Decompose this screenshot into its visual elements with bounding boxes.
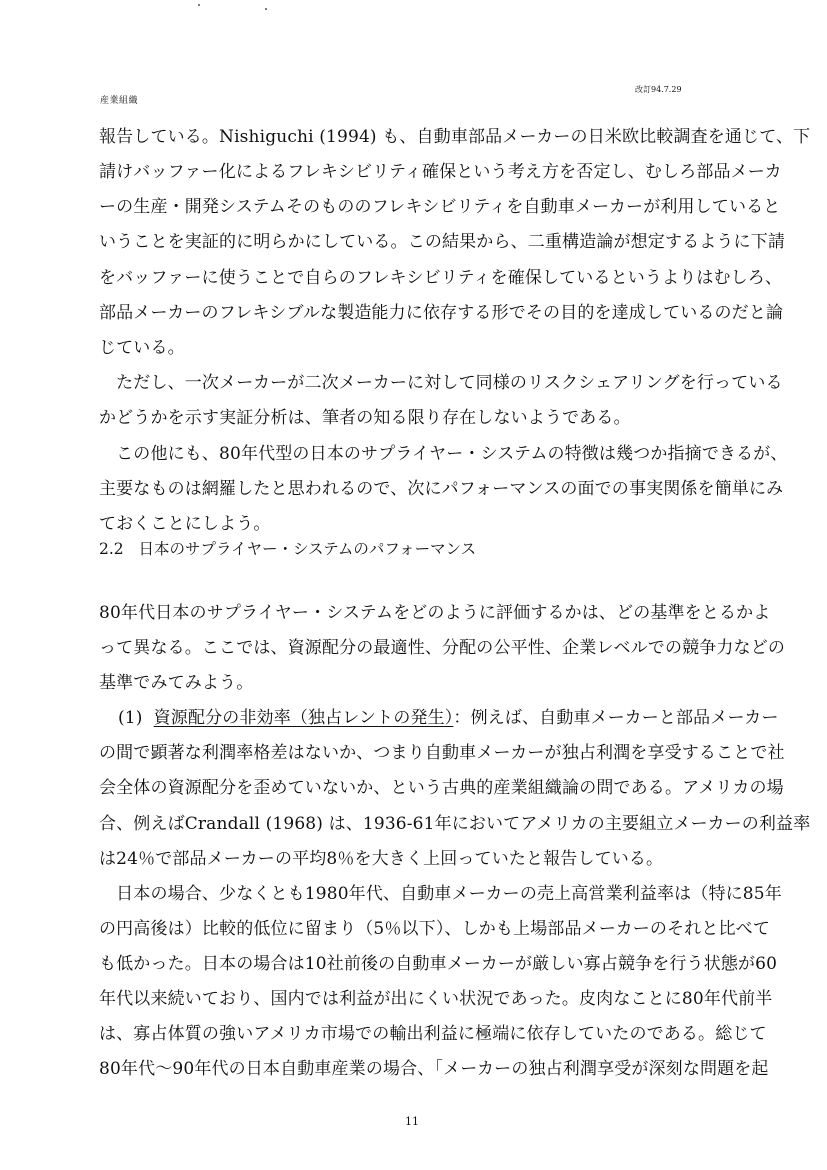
- text-line: ておくことにしよう。: [99, 514, 271, 534]
- revision-date: 改訂94.7.29: [635, 85, 682, 94]
- text-line: の間で顕著な利潤率格差はないか、つまり自動車メーカーが独占利潤を享受することで社: [99, 743, 785, 763]
- text-line: は24％で部品メーカーの平均8％を大きく上回っていたと報告している。: [99, 849, 664, 869]
- section-number: 2.2: [99, 540, 124, 558]
- text-line: 80年代～90年代の日本自動車産業の場合、「メーカーの独占利潤享受が深刻な問題を起: [99, 1059, 769, 1079]
- text-line: の円高後は）比較的低位に留まり（5％以下）、しかも上場部品メーカーのそれと比べて: [99, 919, 770, 939]
- text-line: ーの生産・開発システムそのもののフレキシビリティを自動車メーカーが利用していると: [99, 197, 781, 217]
- item-text: ：例えば、自動車メーカーと部品メーカー: [453, 708, 779, 728]
- text-line: この他にも、80年代型の日本のサプライヤー・システムの特徴は幾つか指摘できるが、: [99, 444, 788, 464]
- header-left-label: 産業組織: [100, 96, 139, 106]
- text-line: 日本の場合、少なくとも1980年代、自動車メーカーの売上高営業利益率は（特に85年: [99, 884, 782, 904]
- item-number: (1): [118, 708, 143, 728]
- text-line: 年代以来続いており、国内では利益が出にくい状況であった。皮肉なことに80年代前半: [99, 989, 773, 1009]
- text-line: 主要なものは網羅したと思われるので、次にパフォーマンスの面での事実関係を簡単にみ: [99, 479, 784, 499]
- text-line: 部品メーカーのフレキシブルな製造能力に依存する形でその目的を達成しているのだと論: [99, 303, 784, 323]
- item-title: 資源配分の非効率（独占レントの発生）: [153, 708, 454, 728]
- text-line: も低かった。日本の場合は10社前後の自動車メーカーが厳しい寡占競争を行う状態が60: [99, 954, 778, 974]
- text-line: って異なる。ここでは、資源配分の最適性、分配の公平性、企業レベルでの競争力などの: [99, 638, 785, 658]
- text-line: 合、例えばCrandall (1968) は、1936-61年においてアメリカの主要組立メーカーの利益率: [99, 814, 811, 834]
- text-line: は、寡占体質の強いアメリカ市場での輸出利益に極端に依存していたのである。総じて: [99, 1024, 767, 1044]
- text-line: 80年代日本のサプライヤー・システムをどのように評価するかは、どの基準をとるかよ: [99, 603, 771, 623]
- scan-speck: [265, 8, 267, 10]
- text-line: かどうかを示す実証分析は、筆者の知る限り存在しないようである。: [99, 408, 631, 428]
- section-title: 日本のサプライヤー・システムのパフォーマンス: [138, 540, 477, 558]
- text-line: 会全体の資源配分を歪めていないか、という古典的産業組織論の問である。アメリカの場: [99, 778, 784, 798]
- list-item-1: [118, 708, 779, 728]
- text-line: 請けバッファー化によるフレキシビリティ確保という考え方を否定し、むしろ部品メーカ: [99, 162, 782, 182]
- text-line: 基準でみてみよう。: [99, 673, 254, 693]
- section-heading: [99, 537, 476, 559]
- text-line: いうことを実証的に明らかにしている。この結果から、二重構造論が想定するように下請: [99, 232, 785, 252]
- text-line: じている。: [99, 338, 185, 358]
- scan-speck: [198, 4, 200, 6]
- text-line: をバッファーに使うことで自らのフレキシビリティを確保しているというよりはむしろ、: [99, 268, 783, 288]
- page-number: 11: [405, 1115, 419, 1128]
- text-line: ただし、一次メーカーが二次メーカーに対して同様のリスクシェアリングを行っている: [99, 373, 783, 393]
- text-line: 報告している。Nishiguchi (1994) も、自動車部品メーカーの日米欧比較調査を通じて、下: [99, 127, 811, 147]
